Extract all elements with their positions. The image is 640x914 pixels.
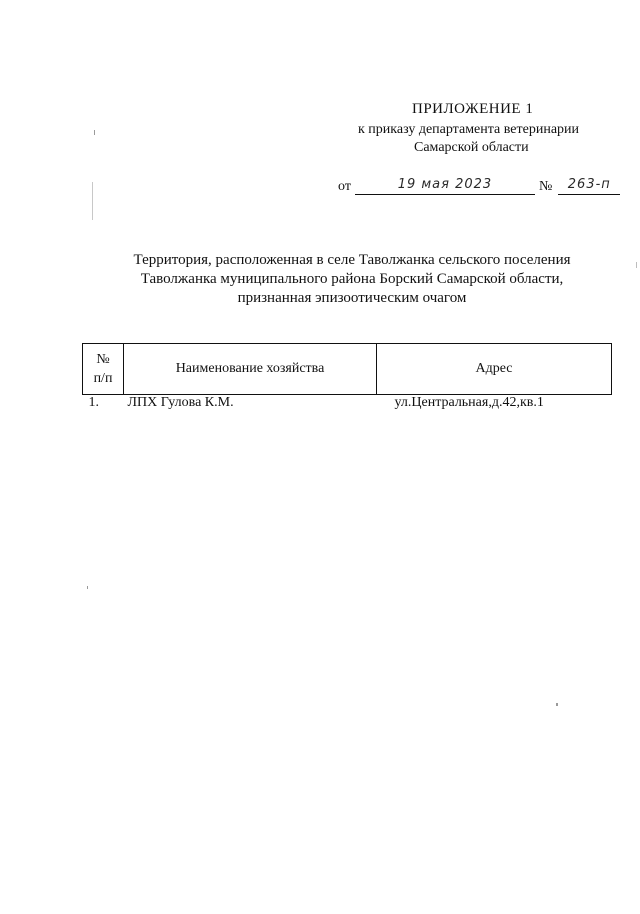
row-farm-name: ЛПХ Гулова К.М. [127,395,234,410]
table-header-row [83,344,612,395]
title-line-3: признанная эпизоотическим очагом [237,290,467,306]
row-number: 1. [88,395,99,410]
scan-speck [94,130,95,135]
order-line [338,177,620,195]
order-date-blank [355,177,535,195]
header-number [83,344,124,395]
order-number-handwritten: 263-п [567,177,611,192]
row-address: ул.Центральная,д.42,кв.1 [394,395,544,410]
order-number-blank [558,177,620,195]
scan-speck [636,262,637,268]
order-from-label: от [338,179,351,194]
scan-speck [556,703,558,706]
header-address: Адрес [377,344,612,395]
farms-table [82,343,612,415]
appendix-title: ПРИЛОЖЕНИЕ 1 [412,101,534,117]
order-number-label: № [538,179,553,194]
title-line-2: Таволжанка муниципального района Борский Самарской области, [140,271,564,287]
appendix-region-line: Самарской области [414,140,529,155]
table-row [83,395,612,416]
header-number-pp: п/п [93,371,113,386]
header-number-sign: № [96,352,110,367]
scan-speck [87,586,88,589]
document-title [80,251,624,308]
scan-speck [92,182,93,220]
order-date-handwritten: 19 мая 2023 [397,177,493,192]
appendix-reference-line: к приказу департамента ветеринарии [358,122,580,137]
header-farm-name: Наименование хозяйства [124,344,377,395]
title-line-1: Территория, расположенная в селе Таволжанка сельского поселения [133,252,571,268]
